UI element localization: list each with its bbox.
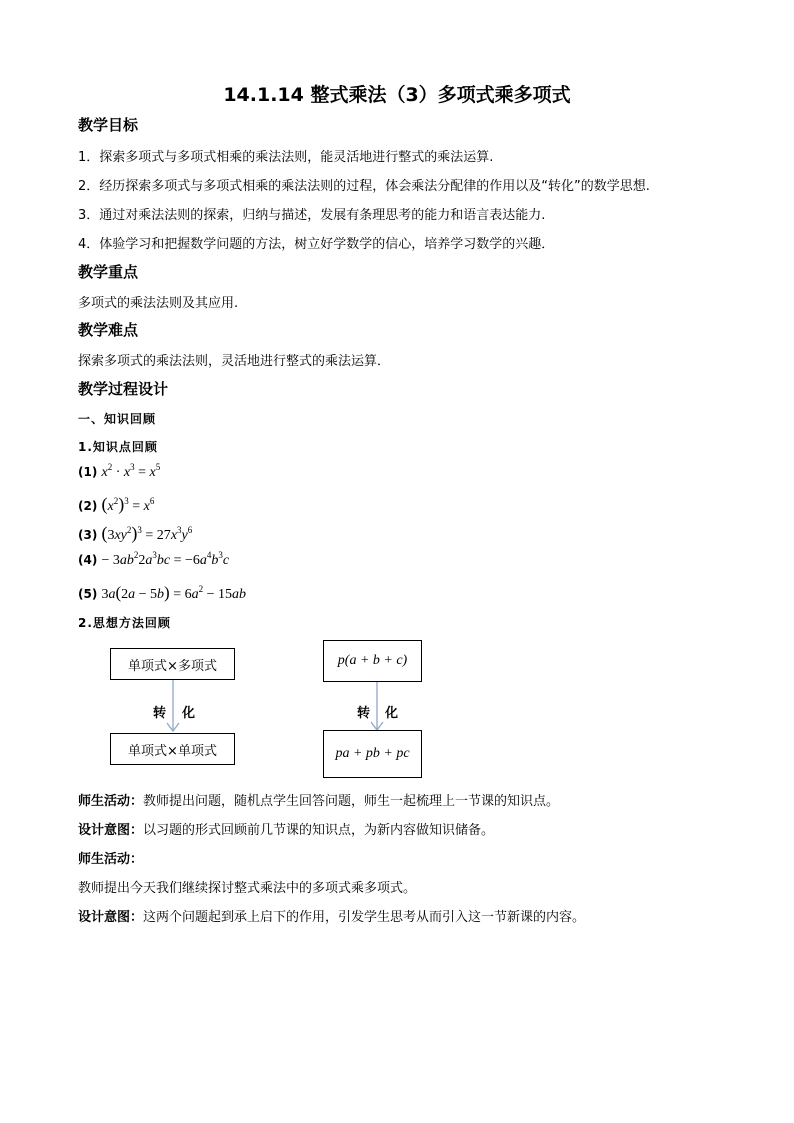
diagram-right-label-2: 化	[385, 706, 399, 721]
equation-number: (4)	[78, 553, 98, 567]
activity-text: 教师提出问题，随机点学生回答问题，师生一起梳理上一节课的知识点。	[143, 794, 560, 809]
activity-line	[78, 906, 585, 925]
subsection-heading: 1.知识点回顾	[78, 440, 158, 454]
diagram-right-bottom-box: pa + pb + pc	[323, 730, 422, 778]
key-point-text: 多项式的乘法法则及其应用.	[78, 296, 239, 311]
equation-number: (3)	[78, 528, 98, 542]
objective-item: 2．经历探索多项式与多项式相乘的乘法法则的过程，体会乘法分配律的作用以及“转化”的数学思想.	[78, 179, 650, 194]
activity-label: 师生活动：	[78, 852, 144, 867]
objectives-heading: 教学目标	[78, 116, 139, 134]
activity-text: 以习题的形式回顾前几节课的知识点，为新内容做知识储备。	[143, 823, 495, 838]
activity-text: 教师提出今天我们继续探讨整式乘法中的多项式乘多项式。	[78, 881, 417, 896]
diagram-left-bottom-box: 单项式×单项式	[110, 733, 235, 765]
difficulty-text: 探索多项式的乘法法则，灵活地进行整式的乘法运算．	[78, 354, 391, 369]
key-point-heading: 教学重点	[78, 263, 139, 281]
objective-item: 4．体验学习和把握数学问题的方法，树立好学数学的信心，培养学习数学的兴趣．	[78, 237, 555, 252]
equation-expr: $3a(2a - 5b) = 6a^2 - 15ab$	[101, 583, 247, 602]
equation-expr: $(3xy^2)^3 = 27x^3y^6$	[101, 523, 193, 543]
process-heading: 教学过程设计	[78, 380, 169, 398]
objective-item: 3．通过对乘法法则的探索，归纳与描述，发展有条理思考的能力和语言表达能力.	[78, 208, 546, 223]
diagram-right-top-box: p(a + b + c)	[323, 640, 422, 682]
diagram-left-top-box: 单项式×多项式	[110, 648, 235, 680]
down-arrow-icon	[165, 680, 181, 733]
activity-label: 师生活动：	[78, 794, 144, 809]
objective-item: 1．探索多项式与多项式相乘的乘法法则，能灵活地进行整式的乘法运算.	[78, 150, 494, 165]
activity-label: 设计意图：	[78, 823, 144, 838]
equation-number: (5)	[78, 587, 98, 601]
equation-1	[78, 462, 161, 481]
equation-number: (1)	[78, 465, 98, 479]
activity-line	[78, 790, 559, 809]
down-arrow-icon	[369, 682, 385, 732]
activity-line	[78, 877, 416, 896]
section-heading: 一、知识回顾	[78, 412, 157, 426]
equation-3	[78, 523, 192, 544]
activity-text: 这两个问题起到承上启下的作用，引发学生思考从而引入这一节新课的内容。	[143, 910, 586, 925]
activity-line	[78, 848, 143, 867]
equation-expr: − $3ab^22a^3bc = -6a^4b^3c$	[101, 550, 230, 568]
page-title: 14.1.14 整式乘法（3）多项式乘多项式	[223, 84, 571, 106]
difficulty-heading: 教学难点	[78, 321, 139, 339]
equation-number: (2)	[78, 499, 98, 513]
subsection-heading: 2.思想方法回顾	[78, 616, 171, 630]
equation-expr: $(x^2)^3 = x^6$	[101, 494, 155, 514]
equation-expr: $x^2 \cdot x^3 = x^5$	[101, 462, 161, 480]
activity-label: 设计意图：	[78, 910, 144, 925]
diagram-left-label-1: 转	[153, 706, 167, 721]
equation-2	[78, 494, 154, 515]
diagram-right-label-1: 转	[357, 706, 371, 721]
diagram-left-label-2: 化	[182, 706, 196, 721]
equation-5	[78, 583, 246, 603]
activity-line	[78, 819, 494, 838]
equation-4	[78, 550, 230, 569]
